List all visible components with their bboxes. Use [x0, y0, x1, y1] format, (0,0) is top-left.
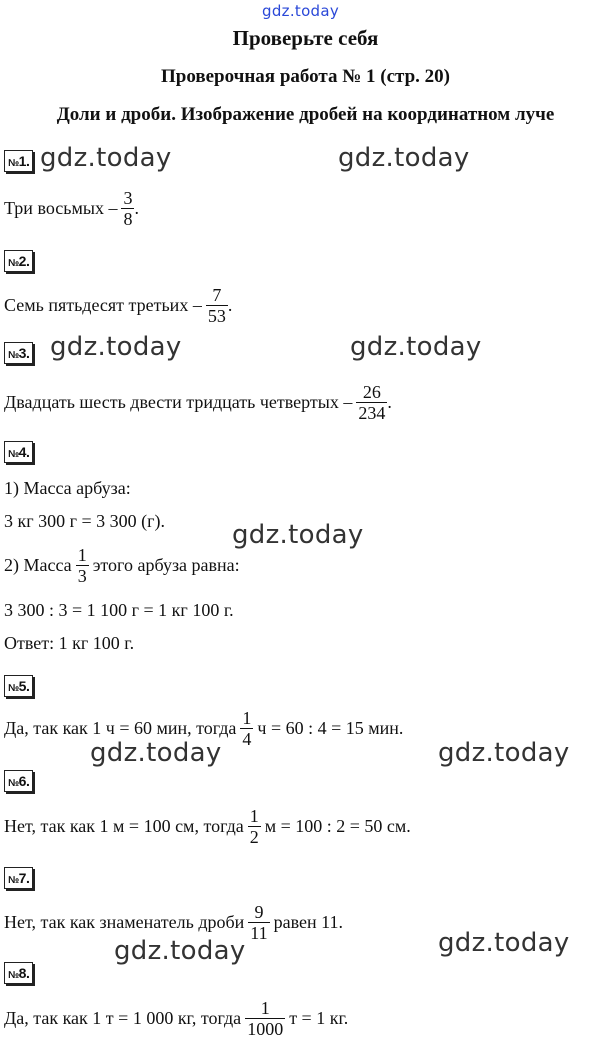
fraction: $\frac{1}{4}$ [242, 708, 252, 749]
fraction: $\frac{1}{3}$ [77, 545, 87, 586]
fraction: $\frac{7}{53}$ [207, 285, 226, 326]
watermark: gdz.today [438, 738, 570, 768]
task-badge-2: №2. [4, 250, 33, 272]
fraction: $\frac{1}{1000}$ [247, 998, 284, 1039]
page-subtitle: Проверочная работа № 1 (стр. 20) [160, 66, 451, 87]
task-4-line: 2) Масса $\frac{1}{3}$ этого арбуза равна: [4, 545, 240, 586]
task-5-answer: Да, так как 1 ч = 60 мин, тогда $\frac{1}{4}$ ч = 60 : 4 = 15 мин. [4, 708, 404, 749]
task-badge-5: №5. [4, 675, 33, 697]
watermark: gdz.today [90, 738, 222, 768]
task-4-line: 1) Масса арбуза: [4, 478, 131, 498]
task-4-line: 3 300 : 3 = 1 100 г = 1 кг 100 г. [4, 600, 234, 620]
fraction: $\frac{9}{11}$ [250, 902, 268, 943]
watermark: gdz.today [50, 332, 182, 362]
task-badge-4: №4. [4, 441, 33, 463]
watermark-top: gdz.today [262, 2, 340, 20]
task-badge-8: №8. [4, 962, 33, 984]
watermark: gdz.today [350, 332, 482, 362]
fraction: $\frac{1}{2}$ [249, 806, 259, 847]
task-2-answer: Семь пятьдесят третьих – $\frac{7}{53}$ . [4, 285, 233, 326]
task-3-answer: Двадцать шесть двести тридцать четвертых – $\frac{26}{234}$ . [4, 382, 392, 423]
task-badge-7: №7. [4, 867, 33, 889]
watermark: gdz.today [438, 928, 570, 958]
task-8-answer: Да, так как 1 т = 1 000 кг, тогда $\frac{1}{1000}$ т = 1 кг. [4, 998, 349, 1039]
task-badge-6: №6. [4, 770, 33, 792]
topic-heading: Доли и дроби. Изображение дробей на координатном луче [56, 104, 555, 125]
watermark: gdz.today [40, 143, 172, 173]
task-4-line: Ответ: 1 кг 100 г. [4, 633, 135, 653]
task-1-answer: Три восьмых – $\frac{3}{8}$ . [4, 188, 139, 229]
task-7-answer: Нет, так как знаменатель дроби $\frac{9}{11}$ равен 11. [4, 902, 343, 943]
task-badge-3: №3. [4, 342, 33, 364]
task-6-answer: Нет, так как 1 м = 100 см, тогда $\frac{1}{2}$ м = 100 : 2 = 50 см. [4, 806, 411, 847]
task-4-line: 3 кг 300 г = 3 300 (г). [4, 511, 166, 531]
fraction: $\frac{3}{8}$ [123, 188, 133, 229]
watermark: gdz.today [338, 143, 470, 173]
task-badge-1: №1. [4, 150, 33, 172]
fraction: $\frac{26}{234}$ [358, 382, 386, 423]
watermark: gdz.today [232, 520, 364, 550]
watermark: gdz.today [114, 936, 246, 966]
page-title: Проверьте себя [232, 26, 379, 50]
